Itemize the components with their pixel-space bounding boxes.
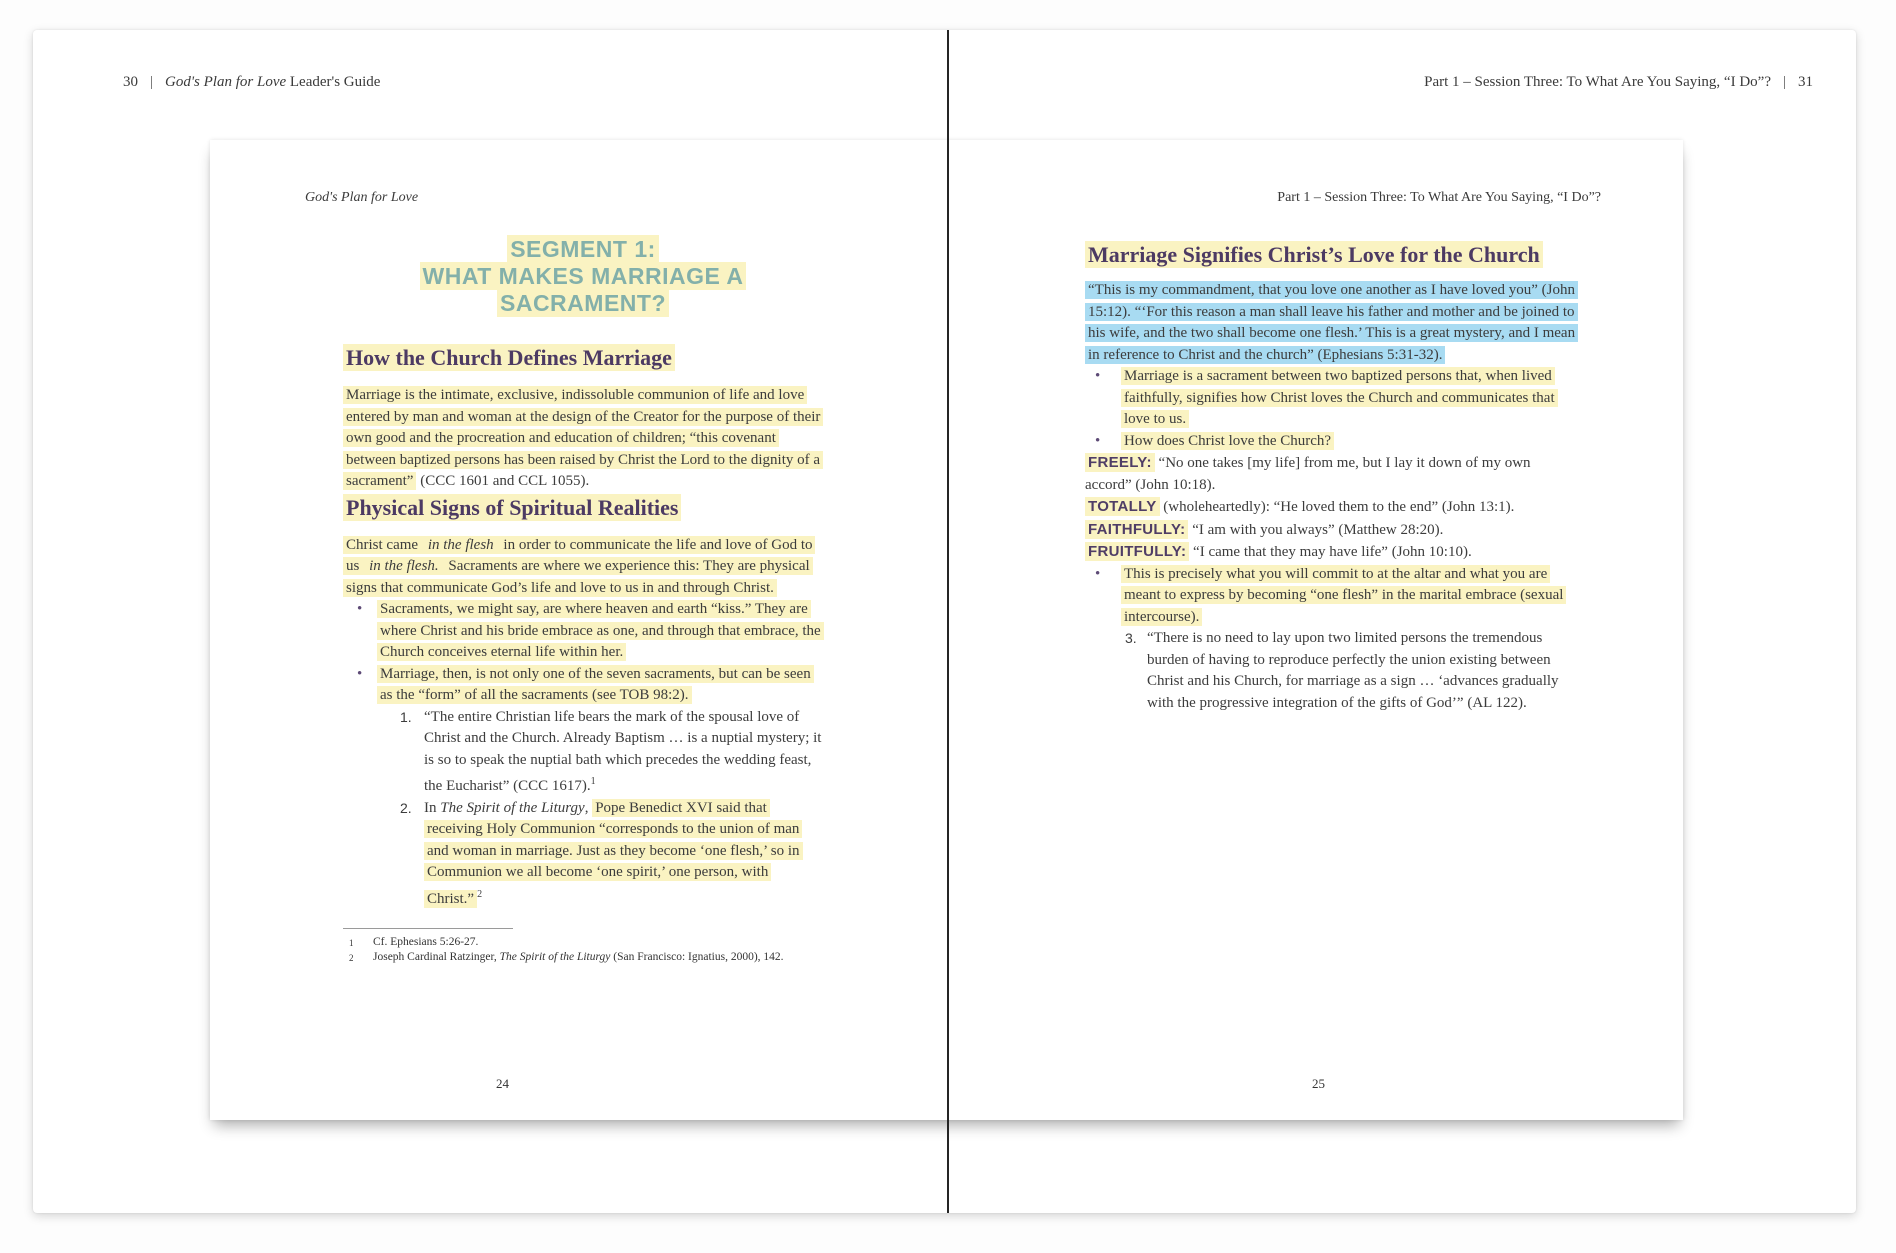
- bullet-icon: •: [1095, 565, 1101, 582]
- bullet-item-commit-altar: [1085, 564, 1577, 629]
- quality-label: FREELY:: [1085, 453, 1155, 472]
- inner-page-number-right: 25: [1312, 1076, 1325, 1091]
- highlighted-text: Sacraments are where we experience this: They are physical signs that communicate God’s life and love to us in and through Christ.: [343, 557, 813, 597]
- numbered-text: “There is no need to lay upon two limited persons the tremendous burden of having to reproduce perfectly the union existing between Christ and his Church, for marriage as a sign … ‘advances gradually with the progressive integration of the gifts of God’” (AL 122).: [1147, 630, 1559, 711]
- highlighted-text: Christ came: [343, 536, 425, 554]
- numbered-item-1: [343, 707, 823, 798]
- footnote-number: 2: [349, 953, 354, 963]
- segment-title-line1-text: SEGMENT 1:: [507, 235, 659, 263]
- heading-church-defines-marriage: [343, 343, 823, 373]
- header-right-page-number: 31: [1798, 74, 1813, 90]
- bullet-item-sacraments-kiss: [343, 599, 823, 664]
- right-page-column: [1085, 240, 1577, 714]
- quality-label: FAITHFULLY:: [1085, 520, 1188, 539]
- quality-label: TOTALLY: [1085, 497, 1160, 516]
- segment-title-line2-text: WHAT MAKES MARRIAGE A SACRAMENT?: [420, 262, 747, 317]
- paragraph-christ-in-flesh: [343, 535, 823, 600]
- header-left-book-title: God's Plan for Love: [165, 74, 287, 90]
- bullet-icon: •: [357, 601, 363, 617]
- left-page-column: [343, 236, 823, 965]
- footnote-1: [343, 935, 823, 950]
- numbered-text: ,: [584, 799, 593, 816]
- header-left-divider: |: [150, 74, 154, 90]
- footnote-text: Cf. Ephesians 5:26-27.: [373, 936, 479, 948]
- highlighted-text: Pope Benedict XVI said that receiving Holy Communion “corresponds to the union of man and woman in marriage. Just as they become ‘one flesh,’ so in Communion we all become ‘one spirit,’ one person, with Christ.”: [424, 799, 803, 908]
- header-right-session: Part 1 – Session Three: To What Are You Saying, “I Do”?: [1424, 74, 1771, 90]
- highlighted-italic-text: in the flesh.: [366, 557, 442, 575]
- highlighted-italic-text: in the flesh: [425, 536, 497, 554]
- bullet-icon: •: [1095, 432, 1101, 449]
- bullet-text: This is precisely what you will commit to at the altar and what you are meant to express by becoming “one flesh” in the marital embrace (sexual intercourse).: [1121, 565, 1566, 626]
- footnote-2: [343, 950, 823, 965]
- paragraph-marriage-definition: [343, 385, 823, 493]
- heading-text: Physical Signs of Spiritual Realities: [343, 494, 681, 521]
- inner-page-number-left: 24: [496, 1076, 509, 1091]
- quality-freely: [1085, 452, 1577, 496]
- list-number: 2.: [400, 799, 412, 816]
- numbered-text: In: [424, 799, 441, 816]
- header-left-suffix: Leader's Guide: [286, 74, 381, 90]
- right-running-head: Part 1 – Session Three: To What Are You Saying, “I Do”?: [1277, 190, 1601, 205]
- heading-text: Marriage Signifies Christ’s Love for the Church: [1085, 241, 1543, 268]
- footnote-reference-2: 2: [477, 888, 483, 900]
- heading-marriage-signifies: [1085, 240, 1577, 270]
- footnote-text: (San Francisco: Ignatius, 2000), 142.: [610, 951, 784, 963]
- quality-text: (wholeheartedly): “He loved them to the end” (John 13:1).: [1159, 499, 1515, 515]
- footnote-reference-1: 1: [590, 776, 596, 787]
- numbered-text: “The entire Christian life bears the mark of the spousal love of Christ and the Church. Already Baptism … is a nuptial mystery; it is so to speak the nuptial bath which precedes the wedding feast, the Eucharist” (CCC 1617).: [424, 708, 822, 794]
- bullet-item-marriage-form: [343, 664, 823, 707]
- segment-title-line1: [343, 236, 823, 263]
- bullet-text: How does Christ love the Church?: [1121, 432, 1334, 450]
- paragraph-scripture-quote: [1085, 280, 1577, 366]
- heading-physical-signs: [343, 493, 823, 523]
- citation-text: (CCC 1601 and CCL 1055).: [416, 473, 590, 489]
- header-right-divider: |: [1782, 74, 1786, 90]
- outer-header-left: [123, 74, 380, 91]
- quality-label: FRUITFULLY:: [1085, 542, 1189, 561]
- bullet-text: Marriage is a sacrament between two baptized persons that, when lived faithfully, signifies how Christ loves the Church and communicates that love to us.: [1121, 367, 1558, 428]
- segment-title: [343, 236, 823, 317]
- quality-text: “I came that they may have life” (John 10:10).: [1189, 544, 1472, 560]
- footnotes-block: [343, 928, 823, 965]
- list-number: 3.: [1125, 630, 1137, 646]
- left-running-head: God's Plan for Love: [305, 190, 419, 205]
- bullet-icon: •: [357, 665, 363, 682]
- heading-text: How the Church Defines Marriage: [343, 344, 675, 371]
- quality-fruitfully: [1085, 541, 1577, 564]
- quality-text: “I am with you always” (Matthew 28:20).: [1188, 521, 1444, 538]
- quality-text: “No one takes [my life] from me, but I lay it down of my own accord” (John 10:18).: [1085, 455, 1531, 493]
- bullet-text: Sacraments, we might say, are where heaven and earth “kiss.” They are where Christ and his bride embrace as one, and through that embrace, the Church conceives eternal life within her.: [377, 600, 824, 661]
- bullet-item-how-christ-loves: [1085, 431, 1577, 453]
- quality-totally: [1085, 496, 1577, 519]
- highlighted-text: Marriage is the intimate, exclusive, indissoluble communion of life and love entered by man and woman at the design of the Creator for the purpose of their own good and the procreation and education of children; “this covenant between baptized persons has been raised by Christ the Lord to the dignity of a sacrament”: [343, 386, 823, 490]
- quality-faithfully: [1085, 519, 1577, 542]
- footnote-number: 1: [349, 938, 354, 948]
- book-title-italic: The Spirit of the Liturgy: [499, 951, 611, 963]
- numbered-item-3: [1085, 628, 1577, 714]
- list-number: 1.: [400, 708, 412, 725]
- blue-highlighted-text: “This is my commandment, that you love one another as I have loved you” (John 15:12). “‘For this reason a man shall leave his father and mother and be joined to his wife, and the two shall become one flesh.’ This is a great mystery, and I mean in reference to Christ and the church” (Ephesians 5:31-32).: [1085, 281, 1578, 364]
- bullet-icon: •: [1095, 368, 1101, 384]
- segment-title-line2: [343, 263, 823, 317]
- footnote-text: Joseph Cardinal Ratzinger,: [373, 951, 500, 963]
- bullet-item-sacrament-baptized: [1085, 366, 1577, 431]
- footnote-divider: [343, 928, 513, 929]
- numbered-item-2: [343, 798, 823, 911]
- outer-header-right: [1424, 74, 1813, 91]
- book-title-italic: The Spirit of the Liturgy: [440, 799, 585, 816]
- spread-gutter-line: [947, 30, 949, 1213]
- bullet-text: Marriage, then, is not only one of the seven sacraments, but can be seen as the “form” of all the sacraments (see TOB 98:2).: [377, 665, 814, 705]
- header-left-page-number: 30: [123, 74, 138, 90]
- highlighted-text: in order to communicate the life and love of God to us: [343, 536, 815, 576]
